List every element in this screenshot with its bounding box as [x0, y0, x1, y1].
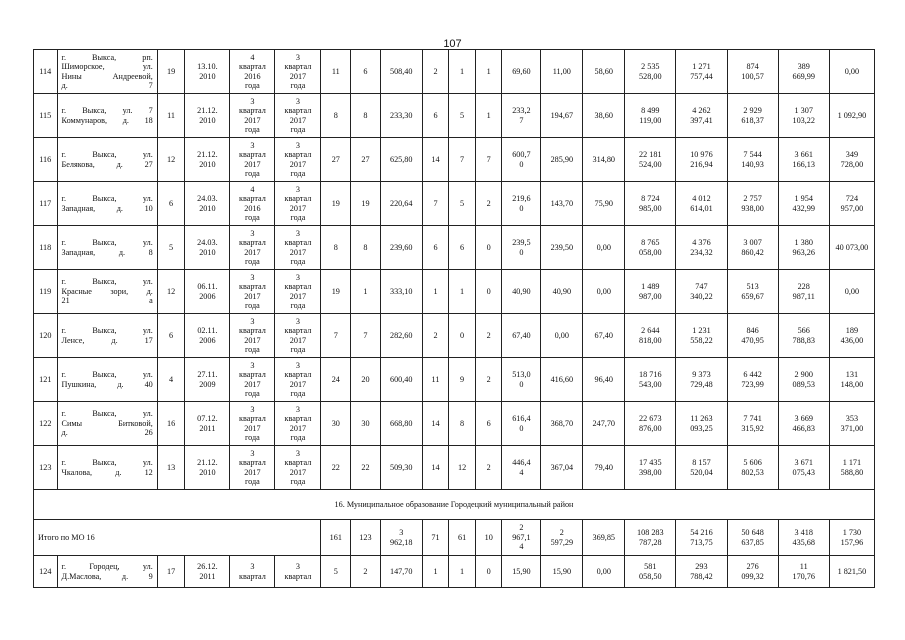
- area-cell: 233,30: [380, 94, 422, 138]
- extra-funds-cell: 349 728,00: [829, 138, 874, 182]
- end-period-cell: 3 квартал 2017 года: [275, 138, 321, 182]
- count-cell: 4: [157, 358, 185, 402]
- rooms-municipal-cell: 0: [475, 556, 502, 588]
- start-period-cell: 3 квартал 2017 года: [230, 270, 275, 314]
- residents-total-cell: 8: [321, 94, 351, 138]
- date-cell: 21.12. 2010: [185, 94, 230, 138]
- address-cell: г. Выкса, ул. 7 Коммунаров, д. 18: [57, 94, 157, 138]
- count-cell: 17: [157, 556, 185, 588]
- cost-total-cell: 581 058,50: [625, 556, 676, 588]
- table-row: [34, 50, 875, 94]
- count-cell: 5: [157, 226, 185, 270]
- start-period-cell: 3 квартал 2017 года: [230, 226, 275, 270]
- fund-cell: 293 788,42: [676, 556, 727, 588]
- address-cell: г. Выкса, рп. Шиморское, ул. Нины Андреевой, д. 7: [57, 50, 157, 94]
- rooms-private-cell: 1: [449, 556, 476, 588]
- end-period-cell: 3 квартал 2017 года: [275, 226, 321, 270]
- start-period-cell: 3 квартал 2017 года: [230, 446, 275, 490]
- count-cell: 12: [157, 138, 185, 182]
- end-period-cell: 3 квартал 2017 года: [275, 50, 321, 94]
- resettle-area-cell: 219,6 0: [502, 182, 541, 226]
- rooms-total-cell: 6: [422, 226, 449, 270]
- total-residents-resettled-cell: 123: [351, 520, 381, 556]
- date-cell: 06.11. 2006: [185, 270, 230, 314]
- private-area-cell: 194,67: [541, 94, 583, 138]
- end-period-cell: 3 квартал 2017 года: [275, 94, 321, 138]
- fund-cell: 4 262 397,41: [676, 94, 727, 138]
- area-cell: 668,80: [380, 402, 422, 446]
- regional-budget-cell: 5 606 802,53: [727, 446, 778, 490]
- rooms-private-cell: 12: [449, 446, 476, 490]
- municipal-area-cell: 38,60: [583, 94, 625, 138]
- row-number: 120: [34, 314, 58, 358]
- fund-cell: 1 231 558,22: [676, 314, 727, 358]
- count-cell: 11: [157, 94, 185, 138]
- date-cell: 02.11. 2006: [185, 314, 230, 358]
- local-budget-cell: 2 900 089,53: [778, 358, 829, 402]
- end-period-cell: 3 квартал 2017 года: [275, 314, 321, 358]
- local-budget-cell: 1 307 103,22: [778, 94, 829, 138]
- table-row: [34, 358, 875, 402]
- table-row: [34, 314, 875, 358]
- private-area-cell: 367,04: [541, 446, 583, 490]
- area-cell: 220,64: [380, 182, 422, 226]
- residents-resettled-cell: 20: [351, 358, 381, 402]
- resettle-area-cell: 600,7 0: [502, 138, 541, 182]
- total-row: [34, 520, 875, 556]
- extra-funds-cell: 0,00: [829, 50, 874, 94]
- rooms-total-cell: 14: [422, 402, 449, 446]
- regional-budget-cell: 846 470,95: [727, 314, 778, 358]
- municipal-area-cell: 0,00: [583, 270, 625, 314]
- row-number: 122: [34, 402, 58, 446]
- row-number: 117: [34, 182, 58, 226]
- local-budget-cell: 228 987,11: [778, 270, 829, 314]
- local-budget-cell: 566 788,83: [778, 314, 829, 358]
- resettle-area-cell: 513,0 0: [502, 358, 541, 402]
- rooms-total-cell: 2: [422, 50, 449, 94]
- extra-funds-cell: 131 148,00: [829, 358, 874, 402]
- row-number: 115: [34, 94, 58, 138]
- total-municipal-area-cell: 369,85: [583, 520, 625, 556]
- municipal-area-cell: 0,00: [583, 556, 625, 588]
- end-period-cell: 3 квартал 2017 года: [275, 358, 321, 402]
- cost-total-cell: 8 499 119,00: [625, 94, 676, 138]
- start-period-cell: 3 квартал 2017 года: [230, 358, 275, 402]
- section-title: 16. Муниципальное образование Городецкий муниципальный район: [34, 490, 875, 520]
- cost-total-cell: 2 535 528,00: [625, 50, 676, 94]
- address-cell: г. Выкса, ул. Пушкина, д. 40: [57, 358, 157, 402]
- area-cell: 239,60: [380, 226, 422, 270]
- total-local-budget-cell: 3 418 435,68: [778, 520, 829, 556]
- area-cell: 509,30: [380, 446, 422, 490]
- rooms-private-cell: 5: [449, 94, 476, 138]
- date-cell: 07.12. 2011: [185, 402, 230, 446]
- rooms-total-cell: 1: [422, 556, 449, 588]
- cost-total-cell: 1 489 987,00: [625, 270, 676, 314]
- row-number: 123: [34, 446, 58, 490]
- start-period-cell: 3 квартал: [230, 556, 275, 588]
- residents-total-cell: 27: [321, 138, 351, 182]
- extra-funds-cell: 0,00: [829, 270, 874, 314]
- table-row: [34, 94, 875, 138]
- residents-total-cell: 30: [321, 402, 351, 446]
- residents-resettled-cell: 30: [351, 402, 381, 446]
- rooms-municipal-cell: 2: [475, 446, 502, 490]
- rooms-municipal-cell: 2: [475, 314, 502, 358]
- count-cell: 6: [157, 314, 185, 358]
- municipal-area-cell: 96,40: [583, 358, 625, 402]
- total-private-area-cell: 2 597,29: [541, 520, 583, 556]
- total-fund-cell: 54 216 713,75: [676, 520, 727, 556]
- area-cell: 147,70: [380, 556, 422, 588]
- residents-total-cell: 19: [321, 182, 351, 226]
- address-cell: г. Выкса, ул. Чкалова, д. 12: [57, 446, 157, 490]
- residents-resettled-cell: 6: [351, 50, 381, 94]
- resettle-area-cell: 446,4 4: [502, 446, 541, 490]
- residents-total-cell: 22: [321, 446, 351, 490]
- cost-total-cell: 2 644 818,00: [625, 314, 676, 358]
- local-budget-cell: 1 954 432,99: [778, 182, 829, 226]
- private-area-cell: 239,50: [541, 226, 583, 270]
- total-resettle-area-cell: 2 967,1 4: [502, 520, 541, 556]
- resettle-area-cell: 239,5 0: [502, 226, 541, 270]
- rooms-municipal-cell: 2: [475, 358, 502, 402]
- rooms-municipal-cell: 1: [475, 94, 502, 138]
- regional-budget-cell: 2 757 938,00: [727, 182, 778, 226]
- total-rooms-private-cell: 61: [449, 520, 476, 556]
- start-period-cell: 4 квартал 2016 года: [230, 50, 275, 94]
- rooms-total-cell: 14: [422, 138, 449, 182]
- count-cell: 6: [157, 182, 185, 226]
- fund-cell: 9 373 729,48: [676, 358, 727, 402]
- residents-resettled-cell: 8: [351, 94, 381, 138]
- cost-total-cell: 8 724 985,00: [625, 182, 676, 226]
- resettle-area-cell: 15,90: [502, 556, 541, 588]
- local-budget-cell: 3 671 075,43: [778, 446, 829, 490]
- resettle-area-cell: 40,90: [502, 270, 541, 314]
- section-header-row: [34, 490, 875, 520]
- count-cell: 12: [157, 270, 185, 314]
- area-cell: 333,10: [380, 270, 422, 314]
- table-row: [34, 226, 875, 270]
- regional-budget-cell: 2 929 618,37: [727, 94, 778, 138]
- rooms-private-cell: 7: [449, 138, 476, 182]
- fund-cell: 10 976 216,94: [676, 138, 727, 182]
- total-rooms-total-cell: 71: [422, 520, 449, 556]
- rooms-municipal-cell: 7: [475, 138, 502, 182]
- rooms-total-cell: 7: [422, 182, 449, 226]
- municipal-area-cell: 314,80: [583, 138, 625, 182]
- cost-total-cell: 22 673 876,00: [625, 402, 676, 446]
- count-cell: 13: [157, 446, 185, 490]
- fund-cell: 747 340,22: [676, 270, 727, 314]
- date-cell: 26.12. 2011: [185, 556, 230, 588]
- rooms-municipal-cell: 6: [475, 402, 502, 446]
- extra-funds-cell: 40 073,00: [829, 226, 874, 270]
- fund-cell: 4 012 614,01: [676, 182, 727, 226]
- fund-cell: 8 157 520,04: [676, 446, 727, 490]
- residents-resettled-cell: 22: [351, 446, 381, 490]
- private-area-cell: 285,90: [541, 138, 583, 182]
- table-row: [34, 446, 875, 490]
- residents-resettled-cell: 1: [351, 270, 381, 314]
- end-period-cell: 3 квартал 2017 года: [275, 270, 321, 314]
- rooms-private-cell: 1: [449, 50, 476, 94]
- row-number: 116: [34, 138, 58, 182]
- total-label: Итого по МО 16: [34, 520, 321, 556]
- registry-table: [33, 49, 875, 588]
- area-cell: 508,40: [380, 50, 422, 94]
- residents-resettled-cell: 27: [351, 138, 381, 182]
- rooms-private-cell: 0: [449, 314, 476, 358]
- address-cell: г. Выкса, ул. Красные зори, д. 21 а: [57, 270, 157, 314]
- end-period-cell: 3 квартал 2017 года: [275, 182, 321, 226]
- private-area-cell: 15,90: [541, 556, 583, 588]
- private-area-cell: 368,70: [541, 402, 583, 446]
- page-number: 107: [443, 38, 462, 50]
- total-extra-funds-cell: 1 730 157,96: [829, 520, 874, 556]
- cost-total-cell: 8 765 058,00: [625, 226, 676, 270]
- address-cell: г. Выкса, ул. Западная, д. 10: [57, 182, 157, 226]
- residents-resettled-cell: 19: [351, 182, 381, 226]
- rooms-municipal-cell: 2: [475, 182, 502, 226]
- rooms-private-cell: 5: [449, 182, 476, 226]
- area-cell: 625,80: [380, 138, 422, 182]
- private-area-cell: 416,60: [541, 358, 583, 402]
- start-period-cell: 3 квартал 2017 года: [230, 94, 275, 138]
- fund-cell: 4 376 234,32: [676, 226, 727, 270]
- regional-budget-cell: 7 544 140,93: [727, 138, 778, 182]
- resettle-area-cell: 69,60: [502, 50, 541, 94]
- rooms-total-cell: 14: [422, 446, 449, 490]
- private-area-cell: 0,00: [541, 314, 583, 358]
- residents-total-cell: 24: [321, 358, 351, 402]
- fund-cell: 11 263 093,25: [676, 402, 727, 446]
- residents-total-cell: 5: [321, 556, 351, 588]
- residents-total-cell: 7: [321, 314, 351, 358]
- cost-total-cell: 17 435 398,00: [625, 446, 676, 490]
- local-budget-cell: 1 380 963,26: [778, 226, 829, 270]
- date-cell: 24.03. 2010: [185, 182, 230, 226]
- address-cell: г. Выкса, ул. Симы Битковой, д. 26: [57, 402, 157, 446]
- local-budget-cell: 3 661 166,13: [778, 138, 829, 182]
- count-cell: 16: [157, 402, 185, 446]
- area-cell: 600,40: [380, 358, 422, 402]
- residents-total-cell: 11: [321, 50, 351, 94]
- municipal-area-cell: 75,90: [583, 182, 625, 226]
- date-cell: 24.03. 2010: [185, 226, 230, 270]
- resettle-area-cell: 67,40: [502, 314, 541, 358]
- area-cell: 282,60: [380, 314, 422, 358]
- table-row: [34, 402, 875, 446]
- date-cell: 21.12. 2010: [185, 446, 230, 490]
- rooms-municipal-cell: 0: [475, 270, 502, 314]
- rooms-total-cell: 11: [422, 358, 449, 402]
- rooms-total-cell: 6: [422, 94, 449, 138]
- cost-total-cell: 18 716 543,00: [625, 358, 676, 402]
- regional-budget-cell: 276 099,32: [727, 556, 778, 588]
- municipal-area-cell: 79,40: [583, 446, 625, 490]
- municipal-area-cell: 67,40: [583, 314, 625, 358]
- residents-total-cell: 8: [321, 226, 351, 270]
- row-number: 118: [34, 226, 58, 270]
- total-regional-budget-cell: 50 648 637,85: [727, 520, 778, 556]
- private-area-cell: 143,70: [541, 182, 583, 226]
- row-number: 121: [34, 358, 58, 402]
- table-row: [34, 182, 875, 226]
- end-period-cell: 3 квартал: [275, 556, 321, 588]
- residents-resettled-cell: 7: [351, 314, 381, 358]
- date-cell: 27.11. 2009: [185, 358, 230, 402]
- private-area-cell: 11,00: [541, 50, 583, 94]
- residents-resettled-cell: 8: [351, 226, 381, 270]
- extra-funds-cell: 724 957,00: [829, 182, 874, 226]
- row-number: 114: [34, 50, 58, 94]
- regional-budget-cell: 7 741 315,92: [727, 402, 778, 446]
- start-period-cell: 4 квартал 2016 года: [230, 182, 275, 226]
- residents-total-cell: 19: [321, 270, 351, 314]
- start-period-cell: 3 квартал 2017 года: [230, 314, 275, 358]
- address-cell: г. Городец, ул. Д.Маслова, д. 9: [57, 556, 157, 588]
- count-cell: 19: [157, 50, 185, 94]
- address-cell: г. Выкса, ул. Белякова, д. 27: [57, 138, 157, 182]
- address-cell: г. Выкса, ул. Западная, д. 8: [57, 226, 157, 270]
- residents-resettled-cell: 2: [351, 556, 381, 588]
- extra-funds-cell: 1 821,50: [829, 556, 874, 588]
- resettle-area-cell: 233,2 7: [502, 94, 541, 138]
- rooms-municipal-cell: 0: [475, 226, 502, 270]
- extra-funds-cell: 189 436,00: [829, 314, 874, 358]
- total-cost-total-cell: 108 283 787,28: [625, 520, 676, 556]
- total-residents-total-cell: 161: [321, 520, 351, 556]
- table-row: [34, 556, 875, 588]
- regional-budget-cell: 3 007 860,42: [727, 226, 778, 270]
- start-period-cell: 3 квартал 2017 года: [230, 402, 275, 446]
- municipal-area-cell: 58,60: [583, 50, 625, 94]
- local-budget-cell: 11 170,76: [778, 556, 829, 588]
- regional-budget-cell: 874 100,57: [727, 50, 778, 94]
- resettle-area-cell: 616,4 0: [502, 402, 541, 446]
- table-row: [34, 270, 875, 314]
- rooms-private-cell: 1: [449, 270, 476, 314]
- extra-funds-cell: 1 171 588,80: [829, 446, 874, 490]
- rooms-private-cell: 9: [449, 358, 476, 402]
- rooms-private-cell: 6: [449, 226, 476, 270]
- fund-cell: 1 271 757,44: [676, 50, 727, 94]
- row-number: 119: [34, 270, 58, 314]
- local-budget-cell: 389 669,99: [778, 50, 829, 94]
- municipal-area-cell: 247,70: [583, 402, 625, 446]
- start-period-cell: 3 квартал 2017 года: [230, 138, 275, 182]
- date-cell: 21.12. 2010: [185, 138, 230, 182]
- extra-funds-cell: 353 371,00: [829, 402, 874, 446]
- regional-budget-cell: 513 659,67: [727, 270, 778, 314]
- total-rooms-municipal-cell: 10: [475, 520, 502, 556]
- rooms-private-cell: 8: [449, 402, 476, 446]
- total-area-cell: 3 962,18: [380, 520, 422, 556]
- regional-budget-cell: 6 442 723,99: [727, 358, 778, 402]
- municipal-area-cell: 0,00: [583, 226, 625, 270]
- rooms-total-cell: 1: [422, 270, 449, 314]
- rooms-municipal-cell: 1: [475, 50, 502, 94]
- extra-funds-cell: 1 092,90: [829, 94, 874, 138]
- date-cell: 13.10. 2010: [185, 50, 230, 94]
- rooms-total-cell: 2: [422, 314, 449, 358]
- end-period-cell: 3 квартал 2017 года: [275, 446, 321, 490]
- address-cell: г. Выкса, ул. Ленсе, д. 17: [57, 314, 157, 358]
- cost-total-cell: 22 181 524,00: [625, 138, 676, 182]
- local-budget-cell: 3 669 466,83: [778, 402, 829, 446]
- end-period-cell: 3 квартал 2017 года: [275, 402, 321, 446]
- private-area-cell: 40,90: [541, 270, 583, 314]
- table-row: [34, 138, 875, 182]
- row-number: 124: [34, 556, 58, 588]
